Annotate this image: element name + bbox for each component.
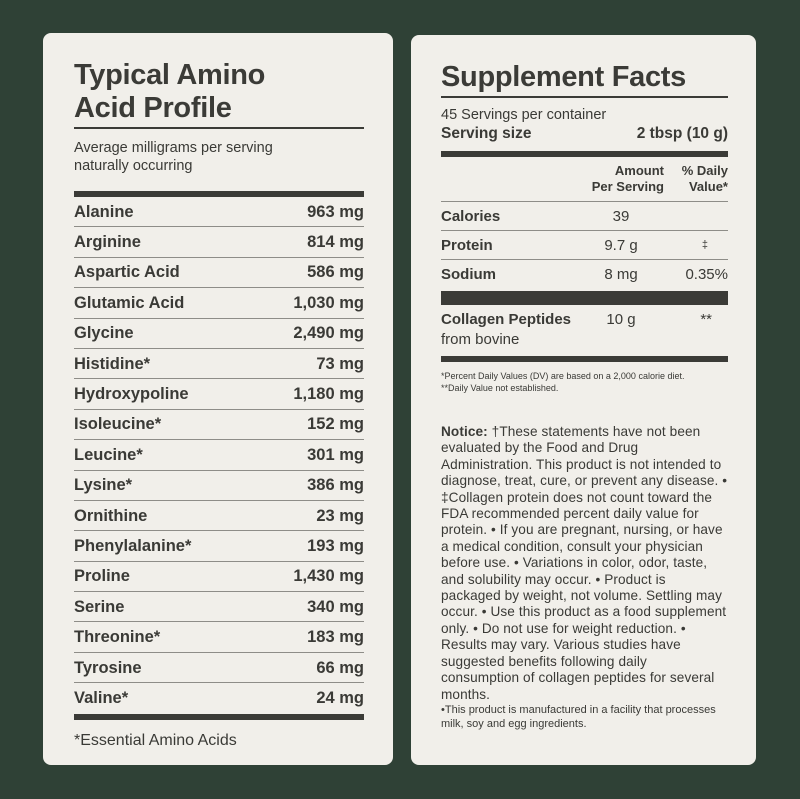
collagen-source: from bovine	[441, 331, 520, 348]
amino-title-line1: Typical Amino	[74, 59, 266, 91]
amino-subtitle-line2: naturally occurring	[74, 158, 193, 174]
notice-body: †These statements have not been evaluated by the Food and Drug Administration. This product is not intended to diagnose, treat, cure, or prevent any disease. • ‡Collagen protein does not count toward the FDA recommended percent daily value for protein. • If you are pregnant, nursing, or have a medical condition, consult your physician before use. • Variations in color, odor, taste, and solubility may occur. • Product is packaged by weight, not volume. Settling may occur. • Use this product as a food supplement only. • Do not use for weight reduction. • Results may vary. Various studies have suggested benefits following daily consumption of collagen peptides for several months.	[441, 424, 728, 702]
amino-row	[74, 471, 364, 501]
amino-value: 1,180 mg	[293, 385, 364, 404]
serving-size-value: 2 tbsp (10 g)	[636, 125, 728, 142]
amino-value: 301 mg	[307, 445, 364, 464]
nutrient-dv: 0.35%	[685, 266, 728, 283]
amino-name: Histidine*	[74, 354, 151, 373]
essential-amino-footnote: *Essential Amino Acids	[74, 731, 237, 749]
amino-row	[74, 379, 364, 409]
nutrient-row-calories	[441, 202, 728, 231]
amino-name: Lysine*	[74, 476, 133, 495]
amino-name: Leucine*	[74, 445, 143, 464]
amino-value: 152 mg	[307, 415, 364, 434]
nutrient-rows	[441, 202, 728, 289]
amino-title-block	[74, 59, 364, 129]
amino-row	[74, 562, 364, 592]
amino-value: 183 mg	[307, 628, 364, 647]
collagen-dv: **	[700, 311, 712, 328]
nutrient-name: Calories	[441, 207, 501, 225]
amino-title-line2: Acid Profile	[74, 92, 232, 124]
serving-size-label: Serving size	[441, 125, 532, 142]
amino-row	[74, 227, 364, 257]
supplement-facts-title: Supplement Facts	[441, 61, 728, 98]
amino-name: Serine	[74, 597, 125, 616]
amino-value: 24 mg	[316, 689, 364, 708]
amino-name: Glutamic Acid	[74, 293, 185, 312]
amino-value: 814 mg	[307, 233, 364, 252]
amino-subtitle-line1: Average milligrams per serving	[74, 140, 273, 156]
amino-value: 1,430 mg	[293, 567, 364, 586]
amino-name: Glycine	[74, 324, 134, 343]
amino-value: 340 mg	[307, 597, 364, 616]
collagen-amount: 10 g	[606, 311, 636, 328]
amount-header-line1: Amount	[614, 163, 664, 178]
daily-value-header	[664, 163, 728, 195]
dv-header-line1: % Daily	[681, 163, 728, 178]
notice-text	[441, 424, 728, 703]
nutrient-row-sodium	[441, 260, 728, 289]
amino-name: Valine*	[74, 689, 129, 708]
nutrient-amount: 9.7 g	[604, 236, 638, 254]
amino-name: Arginine	[74, 233, 141, 252]
serving-size-row	[441, 125, 728, 157]
amino-acid-panel	[43, 33, 393, 765]
amino-value: 963 mg	[307, 202, 364, 221]
nutrient-name: Sodium	[441, 266, 496, 283]
amino-name: Threonine*	[74, 628, 161, 647]
collagen-peptides-row	[441, 305, 728, 362]
amino-value: 193 mg	[307, 536, 364, 555]
amino-row	[74, 410, 364, 440]
dv-note-2: **Daily Value not established.	[441, 383, 559, 393]
amino-value: 23 mg	[316, 506, 364, 525]
nutrient-dv: ‡	[701, 239, 708, 251]
amino-value: 1,030 mg	[293, 293, 364, 312]
amino-value: 66 mg	[316, 658, 364, 677]
amino-name: Ornithine	[74, 506, 148, 525]
amino-name: Proline	[74, 567, 130, 586]
dv-note: *Percent Daily Values (DV) are based on a 2,000 calorie diet.	[441, 371, 685, 381]
amino-name: Isoleucine*	[74, 415, 162, 434]
nutrient-row-protein	[441, 231, 728, 260]
amino-name: Aspartic Acid	[74, 263, 180, 282]
dv-notes	[441, 370, 728, 394]
supplement-facts-panel	[411, 35, 756, 765]
nutrient-name: Protein	[441, 236, 493, 254]
amino-row	[74, 288, 364, 318]
amino-row	[74, 683, 364, 713]
amino-name: Hydroxypoline	[74, 385, 189, 404]
dv-header-line2: Value*	[688, 179, 728, 194]
servings-per-container: 45 Servings per container	[441, 107, 607, 123]
amino-row	[74, 501, 364, 531]
amino-row	[74, 197, 364, 227]
amino-value: 2,490 mg	[293, 324, 364, 343]
amount-header-line2: Per Serving	[591, 179, 664, 194]
amino-value: 386 mg	[307, 476, 364, 495]
amino-subtitle	[74, 139, 364, 175]
amino-row	[74, 349, 364, 379]
amino-value: 73 mg	[316, 354, 364, 373]
amino-name: Tyrosine	[74, 658, 142, 677]
nutrient-amount: 8 mg	[604, 266, 638, 283]
amino-row	[74, 653, 364, 683]
amino-value: 586 mg	[307, 263, 364, 282]
amino-name: Phenylalanine*	[74, 536, 192, 555]
amino-row	[74, 592, 364, 622]
facility-note: •This product is manufactured in a facility that processes milk, soy and egg ingredients.	[441, 703, 716, 730]
amino-row	[74, 319, 364, 349]
amino-row	[74, 622, 364, 652]
collagen-name: Collagen Peptides	[441, 311, 572, 328]
amino-name: Alanine	[74, 202, 134, 221]
amino-row	[74, 440, 364, 470]
amino-row	[74, 258, 364, 288]
nutrient-amount: 39	[612, 207, 630, 225]
amount-per-serving-header	[584, 163, 664, 195]
collagen-name-block	[441, 310, 578, 350]
amino-acid-table	[74, 191, 364, 720]
amino-row	[74, 531, 364, 561]
thick-divider	[441, 291, 728, 305]
column-headers	[441, 157, 728, 202]
notice-label: Notice:	[441, 424, 488, 439]
